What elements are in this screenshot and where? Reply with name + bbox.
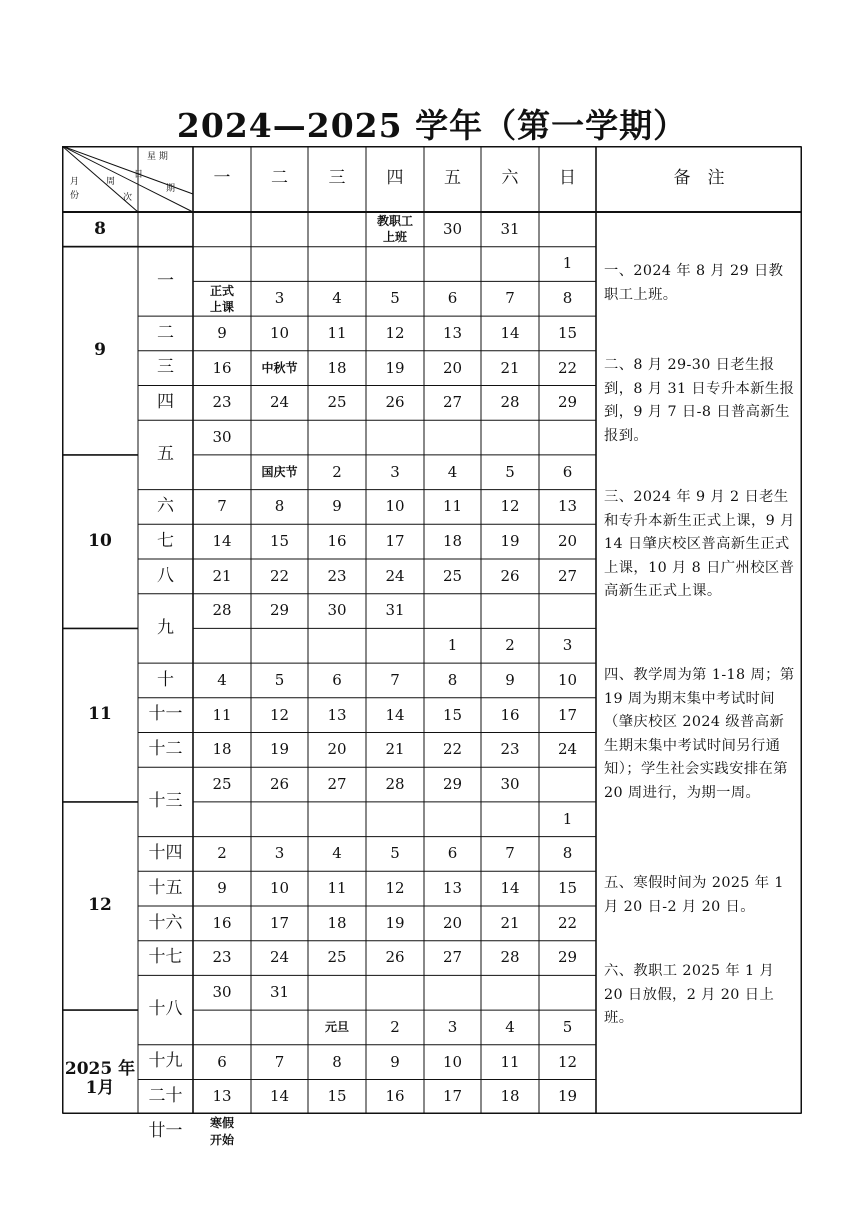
week-label: 十一 — [148, 704, 183, 725]
date-cell: 15 — [442, 705, 463, 724]
week-label: 八 — [157, 565, 174, 586]
month-label: 9 — [94, 340, 106, 360]
date-cell: 17 — [442, 1087, 463, 1106]
date-cell: 26 — [385, 393, 405, 412]
date-cell: 21 — [500, 913, 520, 932]
week-label: 九 — [157, 617, 174, 638]
date-cell: 4 — [332, 289, 342, 308]
date-cell: 14 — [385, 705, 405, 724]
date-cell: 4 — [447, 462, 458, 481]
date-cell: 16 — [500, 705, 520, 724]
page-title: 2024—2025 学年（第一学期） — [176, 106, 688, 145]
date-cell: 14 — [500, 323, 520, 342]
remark-1: 一、2024 年 8 月 29 日教职工上班。 — [604, 263, 784, 303]
week-label: 五 — [157, 444, 174, 465]
date-cell: 23 — [212, 948, 232, 967]
weekday-header: 三 — [328, 168, 346, 189]
weekday-header: 五 — [444, 168, 461, 189]
date-cell: 18 — [212, 740, 232, 759]
date-cell: 2 — [505, 636, 515, 655]
remark-5: 五、寒假时间为 2025 年 1 月 20 日-2 月 20 日。 — [604, 875, 784, 915]
date-cell: 6 — [332, 670, 342, 689]
date-cell: 25 — [442, 566, 463, 585]
corner-label-ri: 日 — [134, 170, 144, 180]
month-label: 12 — [88, 895, 112, 916]
date-cell: 12 — [500, 497, 520, 516]
date-cell: 4 — [505, 1017, 515, 1036]
date-cell: 12 — [385, 323, 405, 342]
date-cell: 14 — [212, 532, 232, 551]
date-cell: 18 — [500, 1087, 520, 1106]
week-label: 十九 — [148, 1051, 183, 1072]
date-cell: 19 — [269, 740, 290, 759]
date-cell: 7 — [274, 1052, 285, 1071]
date-cell: 28 — [385, 774, 405, 793]
date-cell: 29 — [442, 774, 463, 793]
remark-4: 四、教学周为第 1-18 周；第 19 周为期末集中考试时间（肇庆校区 2024 级普高新生期末集中考试时间另行通知）；学生社会实践安排在第 20 周进行，为期一周。 — [604, 667, 795, 801]
date-cell: 5 — [505, 462, 515, 481]
date-cell: 30 — [212, 427, 232, 446]
date-cell: 10 — [269, 879, 290, 898]
date-cell: 8 — [562, 289, 573, 308]
week-label: 十六 — [148, 912, 183, 933]
date-cell: 7 — [505, 289, 515, 308]
date-cell: 9 — [332, 497, 342, 516]
date-cell: 5 — [390, 844, 400, 863]
weekday-header: 六 — [501, 168, 519, 189]
date-cell: 16 — [212, 913, 232, 932]
date-cell: 17 — [269, 913, 290, 932]
date-cell: 10 — [557, 670, 578, 689]
weekday-header: 二 — [271, 168, 288, 189]
date-cell: 27 — [442, 948, 463, 967]
date-cell: 29 — [557, 393, 578, 412]
weekday-header: 一 — [213, 168, 231, 189]
date-cell: 30 — [500, 774, 520, 793]
date-cell: 8 — [332, 1052, 342, 1071]
week-label: 七 — [157, 530, 174, 551]
week-label: 二十 — [148, 1086, 183, 1107]
week-label: 六 — [157, 496, 174, 517]
date-cell: 22 — [557, 358, 578, 377]
date-cell: 1 — [447, 636, 458, 655]
date-cell: 9 — [217, 323, 227, 342]
date-cell: 24 — [557, 740, 578, 759]
date-cell: 29 — [557, 948, 578, 967]
date-cell: 28 — [500, 393, 520, 412]
event-cell: 寒假 开始 — [209, 1116, 234, 1147]
date-cell: 5 — [562, 1017, 573, 1036]
date-cell: 15 — [269, 532, 290, 551]
date-cell: 29 — [269, 601, 290, 620]
remark-6: 六、教职工 2025 年 1 月 20 日放假，2 月 20 日上班。 — [604, 963, 775, 1026]
date-cell: 26 — [500, 566, 520, 585]
date-cell: 31 — [269, 983, 290, 1002]
date-cell: 28 — [500, 948, 520, 967]
remarks-header: 备 注 — [673, 168, 725, 189]
week-label: 一 — [157, 270, 174, 291]
date-cell: 23 — [327, 566, 347, 585]
date-cell: 19 — [500, 532, 520, 551]
remark-3: 三、2024 年 9 月 2 日老生和专升本新生正式上课，9 月 14 日肇庆校区普高新生正式上课，10 月 8 日广州校区普高新生正式上课。 — [604, 489, 795, 599]
date-cell: 12 — [269, 705, 290, 724]
date-cell: 3 — [390, 462, 400, 481]
date-cell: 11 — [327, 879, 347, 898]
corner-label-ci: 次 — [123, 193, 133, 203]
date-cell: 5 — [390, 289, 400, 308]
event-cell: 教职工 上班 — [376, 214, 413, 245]
week-label: 十五 — [148, 877, 183, 898]
date-cell: 11 — [500, 1052, 520, 1071]
week-label: 十八 — [148, 999, 183, 1020]
event-cell: 中秋节 — [261, 361, 298, 376]
date-cell: 13 — [212, 1087, 232, 1106]
date-cell: 17 — [385, 532, 405, 551]
date-cell: 13 — [327, 705, 347, 724]
weekday-header: 日 — [559, 168, 576, 189]
week-label: 二 — [157, 322, 174, 343]
date-cell: 25 — [212, 774, 232, 793]
date-cell: 20 — [327, 740, 347, 759]
date-cell: 9 — [505, 670, 515, 689]
week-label: 四 — [157, 392, 174, 413]
event-cell: 国庆节 — [261, 465, 298, 480]
month-label: 8 — [94, 218, 106, 239]
month-label: 2025 年 1月 — [64, 1058, 136, 1099]
date-cell: 14 — [500, 879, 520, 898]
date-cell: 28 — [212, 601, 232, 620]
date-cell: 23 — [212, 393, 232, 412]
date-cell: 27 — [557, 566, 578, 585]
date-cell: 16 — [212, 358, 232, 377]
date-cell: 7 — [390, 670, 400, 689]
date-cell: 22 — [442, 740, 463, 759]
remark-2: 二、8 月 29-30 日老生报到，8 月 31 日专升本新生报到，9 月 7 日-8 日普高新生报到。 — [604, 357, 795, 444]
corner-label-yue: 月 — [70, 177, 80, 187]
date-cell: 16 — [385, 1087, 405, 1106]
date-cell: 25 — [327, 948, 347, 967]
date-cell: 20 — [442, 358, 463, 377]
week-label: 三 — [157, 357, 174, 378]
date-cell: 19 — [385, 358, 405, 377]
date-cell: 12 — [557, 1052, 578, 1071]
date-cell: 9 — [390, 1052, 400, 1071]
date-cell: 22 — [557, 913, 578, 932]
date-cell: 10 — [442, 1052, 463, 1071]
corner-label-xingqi: 星 期 — [147, 152, 168, 162]
month-label: 10 — [88, 530, 112, 551]
date-cell: 11 — [442, 497, 463, 516]
date-cell: 8 — [562, 844, 573, 863]
date-cell: 21 — [500, 358, 520, 377]
date-cell: 31 — [385, 601, 405, 620]
date-cell: 15 — [557, 323, 578, 342]
date-cell: 6 — [562, 462, 573, 481]
date-cell: 23 — [500, 740, 520, 759]
date-cell: 11 — [327, 323, 347, 342]
date-cell: 13 — [442, 323, 463, 342]
date-cell: 13 — [442, 879, 463, 898]
week-label: 廿一 — [148, 1120, 183, 1141]
date-cell: 15 — [557, 879, 578, 898]
date-cell: 2 — [332, 462, 342, 481]
corner-label-qi: 期 — [166, 184, 176, 194]
month-label: 11 — [88, 704, 112, 725]
date-cell: 12 — [385, 879, 405, 898]
date-cell: 2 — [390, 1017, 400, 1036]
date-cell: 15 — [327, 1087, 347, 1106]
date-cell: 22 — [269, 566, 290, 585]
date-cell: 4 — [217, 670, 227, 689]
event-cell: 正式 上课 — [209, 283, 234, 314]
date-cell: 5 — [274, 670, 285, 689]
date-cell: 4 — [332, 844, 342, 863]
corner-label-fen: 份 — [70, 191, 80, 201]
date-cell: 10 — [385, 497, 405, 516]
date-cell: 7 — [505, 844, 515, 863]
date-cell: 24 — [269, 393, 290, 412]
date-cell: 11 — [212, 705, 232, 724]
date-cell: 14 — [269, 1087, 290, 1106]
date-cell: 21 — [385, 740, 405, 759]
date-cell: 1 — [562, 254, 573, 273]
week-label: 十三 — [148, 791, 183, 812]
date-cell: 8 — [447, 670, 458, 689]
date-cell: 18 — [442, 532, 463, 551]
date-cell: 17 — [557, 705, 578, 724]
date-cell: 20 — [442, 913, 463, 932]
date-cell: 24 — [385, 566, 405, 585]
date-cell: 13 — [557, 497, 578, 516]
weekday-header: 四 — [386, 168, 404, 189]
date-cell: 2 — [217, 844, 227, 863]
date-cell: 19 — [385, 913, 405, 932]
date-cell: 16 — [327, 532, 347, 551]
date-cell: 7 — [217, 497, 227, 516]
date-cell: 27 — [442, 393, 463, 412]
date-cell: 3 — [274, 289, 285, 308]
date-cell: 20 — [557, 532, 578, 551]
date-cell: 31 — [500, 219, 520, 238]
date-cell: 3 — [447, 1017, 458, 1036]
date-cell: 18 — [327, 913, 347, 932]
week-label: 十七 — [148, 947, 183, 968]
week-label: 十二 — [148, 739, 183, 760]
date-cell: 24 — [269, 948, 290, 967]
date-cell: 10 — [269, 323, 290, 342]
week-label: 十 — [157, 669, 174, 690]
date-cell: 26 — [385, 948, 405, 967]
date-cell: 18 — [327, 358, 347, 377]
date-cell: 26 — [269, 774, 290, 793]
date-cell: 30 — [327, 601, 347, 620]
date-cell: 27 — [327, 774, 347, 793]
date-cell: 6 — [447, 844, 458, 863]
calendar-table — [62, 146, 802, 1147]
date-cell: 3 — [274, 844, 285, 863]
date-cell: 21 — [212, 566, 232, 585]
corner-label-zhou: 周 — [106, 177, 116, 187]
date-cell: 1 — [562, 809, 573, 828]
date-cell: 6 — [217, 1052, 227, 1071]
date-cell: 8 — [274, 497, 285, 516]
date-cell: 30 — [442, 219, 463, 238]
date-cell: 3 — [562, 636, 573, 655]
event-cell: 元旦 — [324, 1020, 349, 1035]
date-cell: 6 — [447, 289, 458, 308]
date-cell: 19 — [557, 1087, 578, 1106]
date-cell: 30 — [212, 983, 232, 1002]
date-cell: 25 — [327, 393, 347, 412]
date-cell: 9 — [217, 879, 227, 898]
week-label: 十四 — [148, 843, 183, 864]
